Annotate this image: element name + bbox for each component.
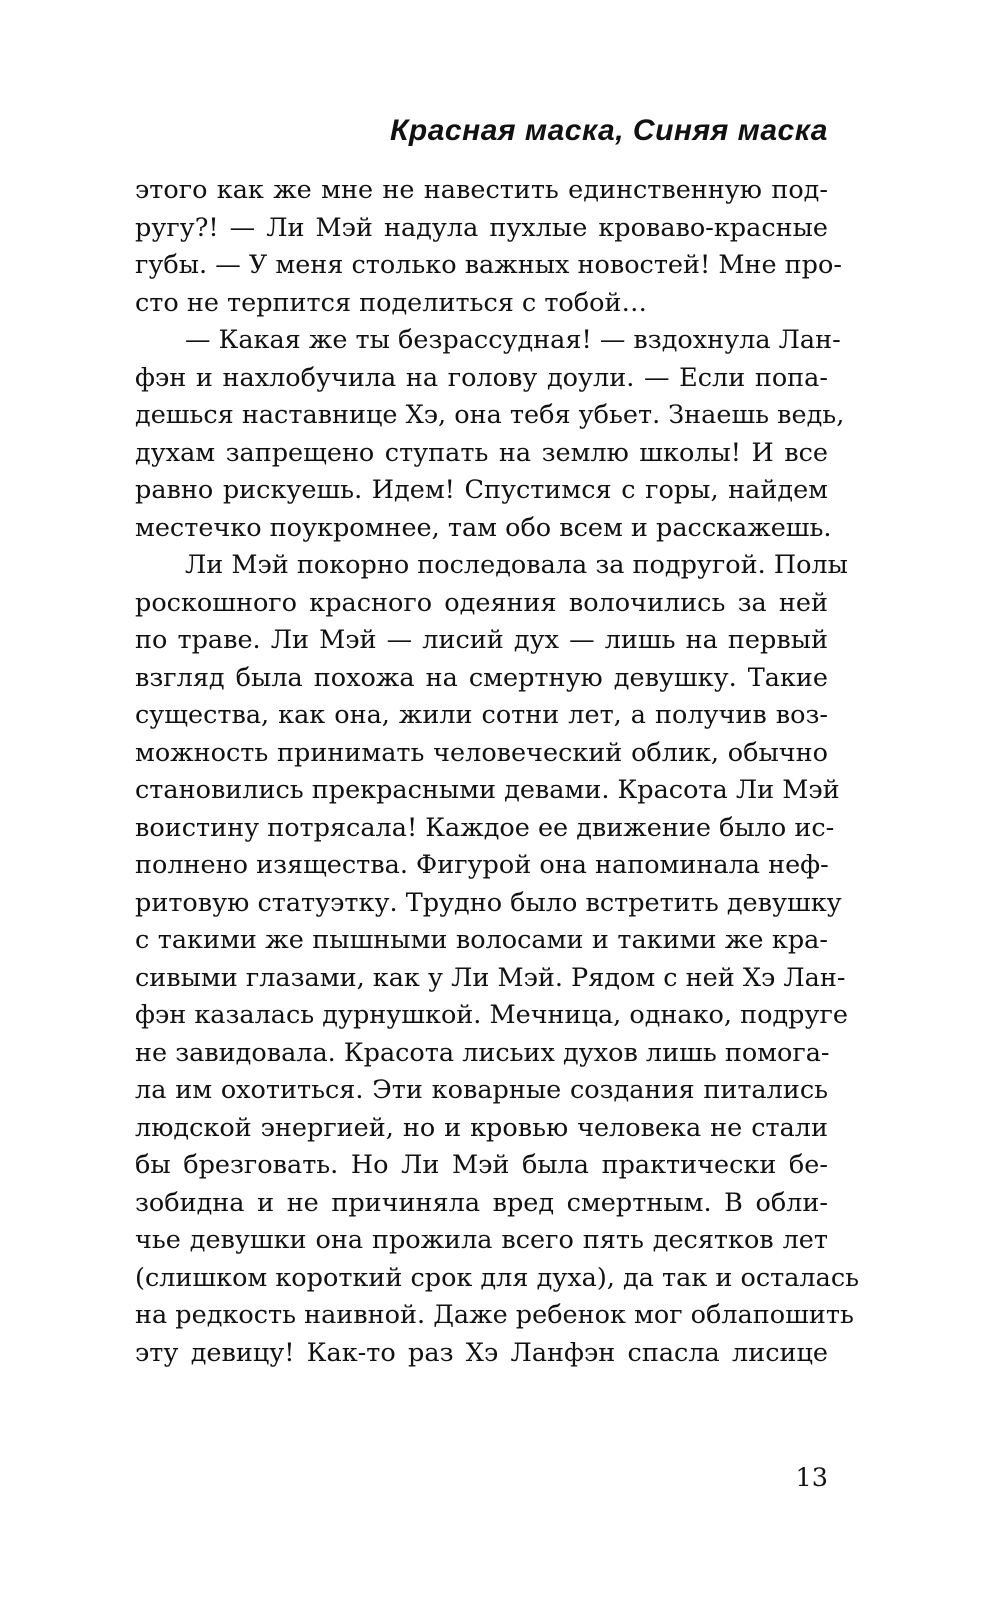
text-line: ла им охотиться. Эти коварные создания питались bbox=[135, 1075, 828, 1105]
text-line: по траве. Ли Мэй — лисий дух — лишь на первый bbox=[135, 625, 828, 655]
text-line: с такими же пышными волосами и такими же кра- bbox=[135, 925, 828, 955]
page-number: 13 bbox=[795, 1463, 828, 1493]
text-line: чье девушки она прожила всего пять десятков лет bbox=[135, 1225, 828, 1255]
text-line: этого как же мне не навестить единственную под- bbox=[135, 175, 828, 205]
text-line: Ли Мэй покорно последовала за подругой. Полы bbox=[185, 550, 848, 580]
body-text bbox=[135, 172, 859, 1372]
text-line: равно рискуешь. Идем! Спустимся с горы, найдем bbox=[135, 475, 828, 505]
text-line: существа, как она, жили сотни лет, а получив воз- bbox=[135, 700, 828, 730]
text-line: ругу?! — Ли Мэй надула пухлые кроваво-красные bbox=[135, 212, 828, 243]
text-line: (слишком короткий срок для духа), да так и осталась bbox=[135, 1262, 859, 1293]
text-line: можность принимать человеческий облик, обычно bbox=[135, 737, 828, 768]
text-line: фэн и нахлобучила на голову доули. — Если попа- bbox=[135, 362, 828, 393]
text-line: бы брезговать. Но Ли Мэй была практически бе- bbox=[135, 1150, 828, 1180]
text-line: духам запрещено ступать на землю школы! И все bbox=[135, 437, 828, 468]
text-line: не завидовала. Красота лисьих духов лишь помога- bbox=[135, 1037, 830, 1068]
text-line: полнено изящества. Фигурой она напоминала неф- bbox=[135, 850, 829, 880]
running-head: Красная маска, Синяя маска bbox=[389, 114, 828, 147]
text-line: губы. — У меня столько важных новостей! Мне про- bbox=[135, 250, 842, 280]
text-line: взгляд была похожа на смертную девушку. Такие bbox=[135, 662, 828, 693]
text-line: эту девицу! Как-то раз Хэ Ланфэн спасла лисице bbox=[135, 1337, 828, 1368]
text-line: на редкость наивной. Даже ребенок мог облапошить bbox=[135, 1300, 854, 1330]
text-line: людской энергией, но и кровью человека не стали bbox=[135, 1112, 828, 1143]
text-line: сивыми глазами, как у Ли Мэй. Рядом с ней Хэ Лан- bbox=[135, 962, 846, 993]
text-line: ритовую статуэтку. Трудно было встретить девушку bbox=[135, 887, 842, 918]
text-line: роскошного красного одеяния волочились за ней bbox=[135, 587, 828, 618]
text-line: воистину потрясала! Каждое ее движение было ис- bbox=[135, 812, 835, 843]
text-line: становились прекрасными девами. Красота Ли Мэй bbox=[135, 775, 840, 805]
text-line: сто не терпится поделиться с тобой… bbox=[135, 287, 647, 318]
text-line: фэн казалась дурнушкой. Мечница, однако, подруге bbox=[135, 1000, 848, 1030]
text-line: местечко поукромнее, там обо всем и расскажешь. bbox=[135, 512, 832, 543]
text-line: — Какая же ты безрассудная! — вздохнула Лан- bbox=[185, 325, 841, 355]
text-line: зобидна и не причиняла вред смертным. В обли- bbox=[135, 1187, 828, 1218]
text-line: дешься наставнице Хэ, она тебя убьет. Знаешь ведь, bbox=[135, 400, 845, 430]
